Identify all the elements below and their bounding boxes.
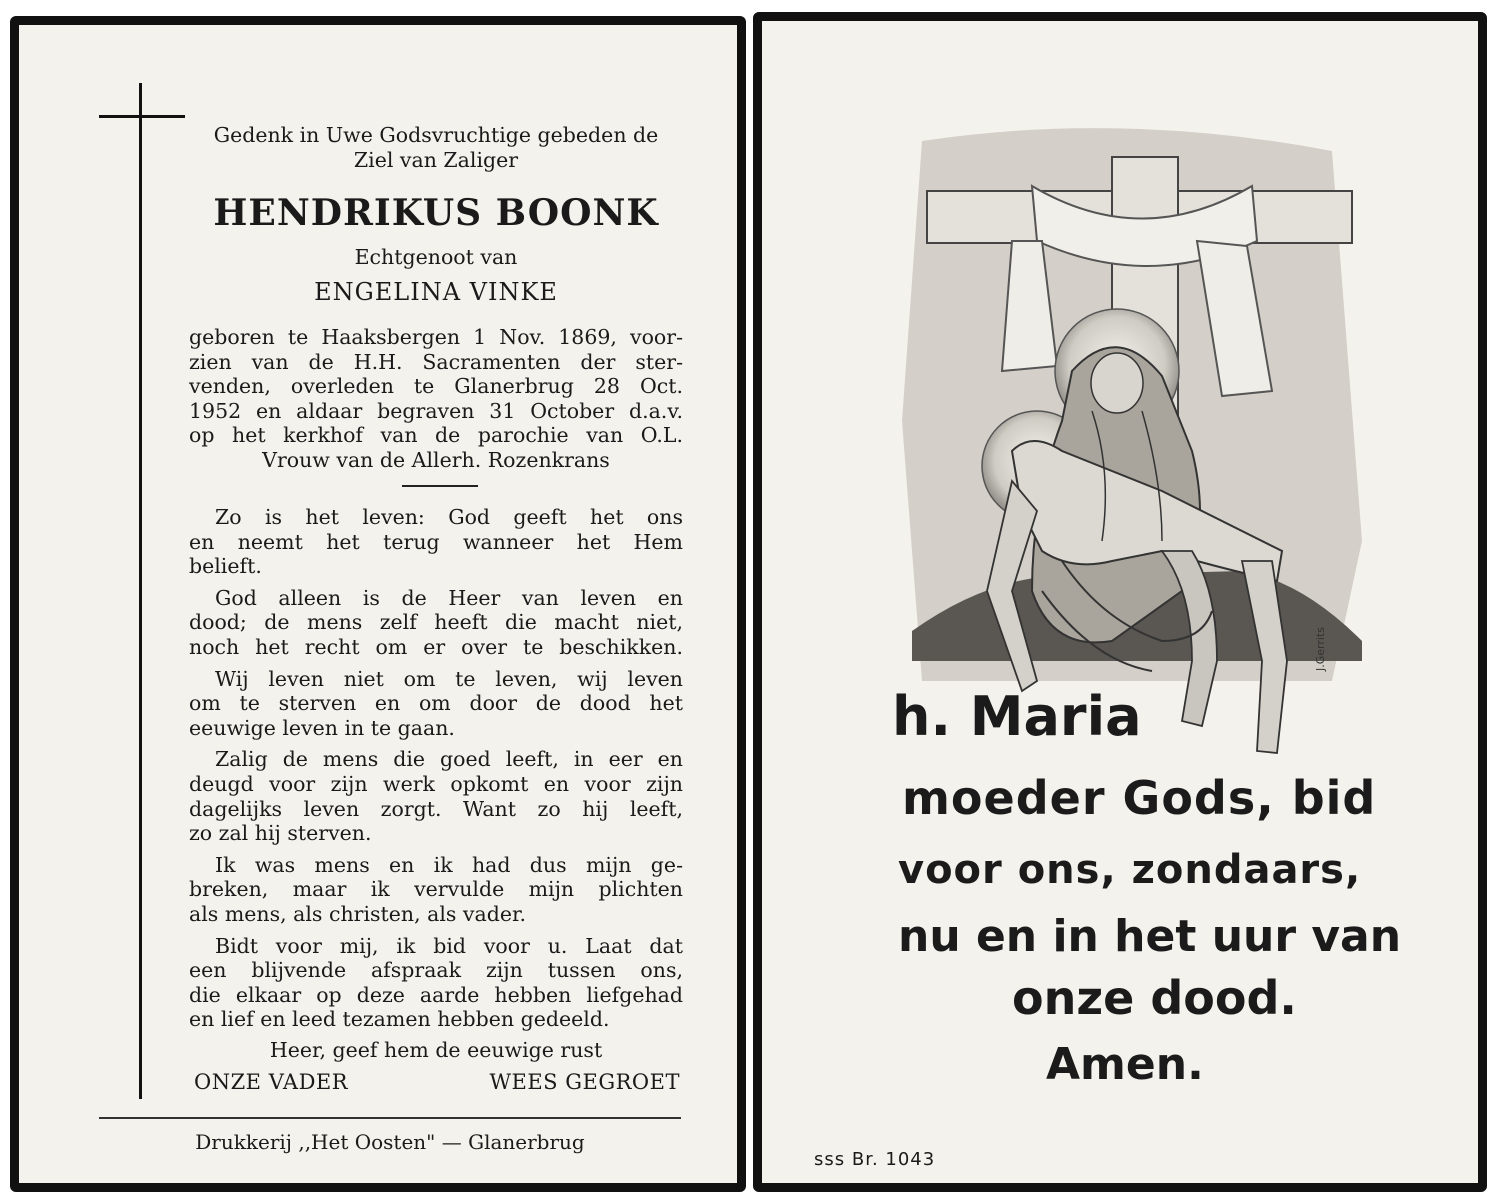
verse-line: belieft. (189, 554, 262, 579)
verse-line: een blijvende afspraak zijn tussen ons, (189, 958, 683, 983)
verse-line: Zalig de mens die goed leeft, in eer en (215, 747, 683, 772)
verse-line: die elkaar op deze aarde hebben liefgehad (189, 982, 683, 1007)
verse-line: zo zal hij sterven. (189, 821, 372, 846)
verse-block (189, 747, 683, 845)
verse-block (189, 586, 683, 660)
prayer-line: moeder Gods, bid (902, 771, 1377, 825)
spouse-label: Echtgenoot van (354, 245, 518, 269)
verse-line: als mens, als christen, als vader. (189, 901, 527, 926)
bio-line: zien van de H.H. Sacramenten der ster- (189, 349, 683, 374)
intro-text (189, 123, 683, 172)
prayer-line: onze dood. (1012, 971, 1297, 1025)
card-code: sss Br. 1043 (814, 1149, 936, 1170)
verses (189, 505, 683, 1039)
cross-icon (139, 83, 142, 1099)
prayer-our-father: ONZE VADER (194, 1070, 349, 1094)
verse-line: Wij leven niet om te leven, wij leven (215, 666, 683, 691)
verse-line: en lief en leed tezamen hebben gedeeld. (189, 1007, 610, 1032)
pieta-illustration (862, 121, 1382, 781)
biography (189, 325, 683, 473)
printer-credit: Drukkerij ,,Het Oosten" — Glanerbrug (195, 1130, 585, 1154)
intro-line: Ziel van Zaliger (353, 147, 519, 172)
prayer-line: voor ons, zondaars, (898, 847, 1362, 893)
bio-line: Vrouw van de Allerh. Rozenkrans (262, 447, 610, 472)
verse-line: noch het recht om er over te beschikken. (189, 634, 683, 659)
verse-line: breken, maar ik vervulde mijn plichten (189, 877, 683, 902)
bio-line: geboren te Haaksbergen 1 Nov. 1869, voor- (189, 325, 683, 349)
separator (402, 485, 478, 487)
verse-line: Zo is het leven: God geeft het ons (215, 505, 683, 529)
verse-line: en neemt het terug wanneer het Hem (189, 529, 683, 554)
verse-block (189, 667, 683, 741)
verse-line: om te sterven en om door de dood het (189, 691, 683, 716)
verse-line: dood; de mens zelf heeft die macht niet, (189, 610, 683, 635)
bio-line: op het kerkhof van de parochie van O.L. (189, 423, 683, 448)
verse-line: deugd voor zijn werk opkomt en voor zijn (189, 771, 683, 796)
prayer-line: h. Maria (892, 685, 1142, 748)
verse-line: God alleen is de Heer van leven en (215, 585, 683, 610)
closing-line: Heer, geef hem de eeuwige rust (269, 1038, 603, 1062)
bio-line: venden, overleden te Glanerbrug 28 Oct. (189, 374, 683, 399)
intro-line: Gedenk in Uwe Godsvruchtige gebeden de (213, 123, 659, 147)
verse-block (189, 853, 683, 927)
memorial-card-text-side (10, 16, 746, 1192)
deceased-name: HENDRIKUS BOONK (213, 192, 659, 234)
verse-line: Bidt voor mij, ik bid voor u. Laat dat (215, 933, 683, 958)
spouse-name: ENGELINA VINKE (314, 278, 558, 306)
prayer-line: Amen. (1046, 1039, 1204, 1090)
artist-signature: J.Gerrits (1314, 627, 1327, 671)
verse-line: Ik was mens en ik had dus mijn ge- (215, 852, 683, 877)
prayer-names (194, 1070, 680, 1094)
prayer-hail-mary: WEES GEGROET (489, 1070, 680, 1094)
memorial-card-image-side (753, 12, 1487, 1192)
verse-block (189, 934, 683, 1032)
bio-line: 1952 en aldaar begraven 31 October d.a.v. (189, 398, 683, 423)
verse-line: eeuwige leven in te gaan. (189, 715, 455, 740)
verse-line: dagelijks leven zorgt. Want zo hij leeft, (189, 796, 683, 821)
footer-rule (99, 1117, 681, 1119)
prayer-line: nu en in het uur van (898, 911, 1402, 962)
verse-block (189, 505, 683, 579)
cross-bar (99, 115, 185, 118)
